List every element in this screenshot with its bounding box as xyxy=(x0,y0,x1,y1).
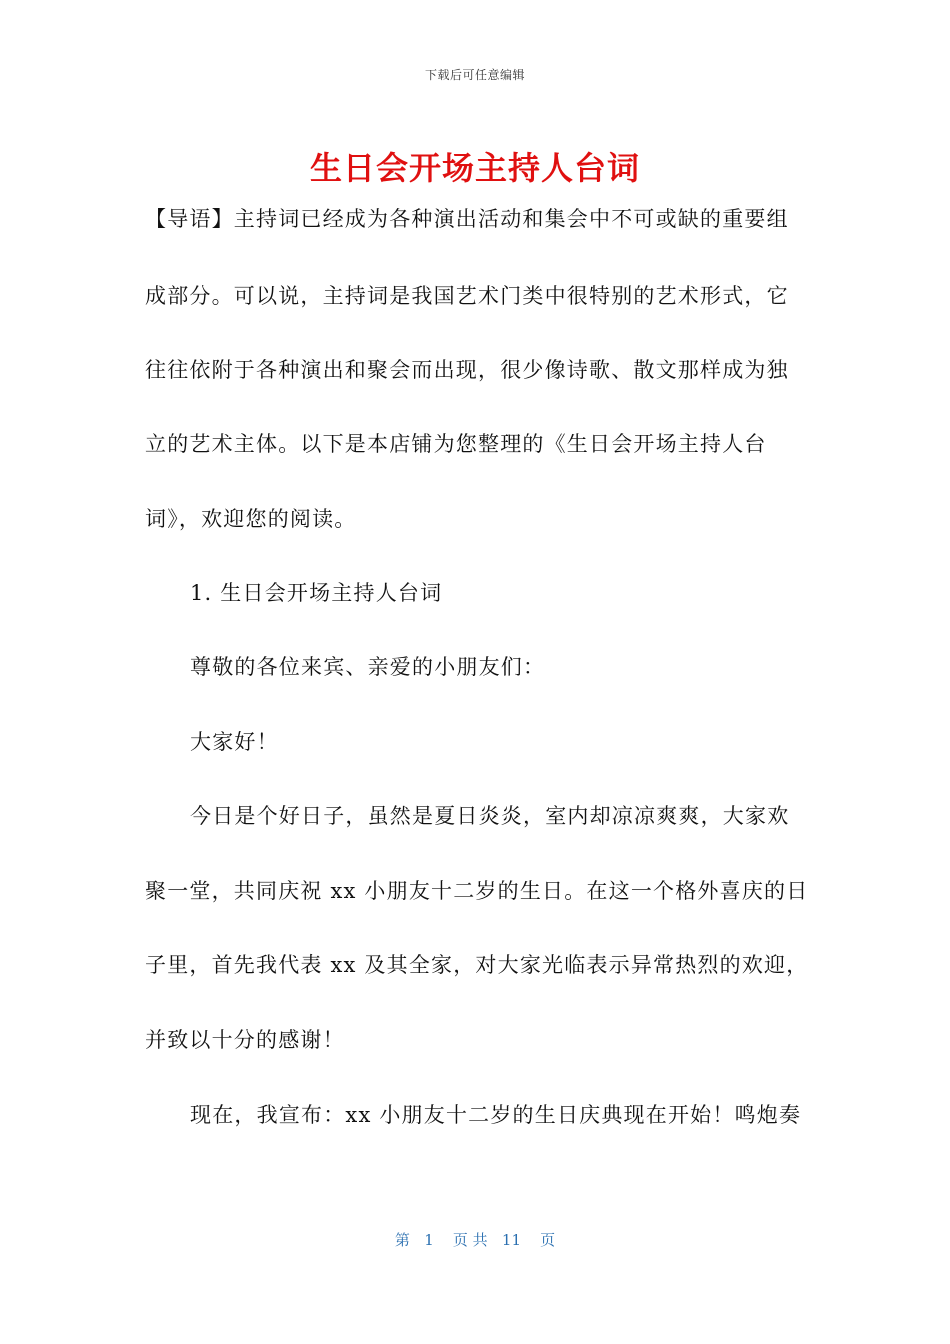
body-line-11: 子里，首先我代表 xx 及其全家，对大家光临表示异常热烈的欢迎， xyxy=(145,953,809,977)
body-line-greeting: 大家好！ xyxy=(190,730,279,754)
body-line-13: 现在，我宣布：xx 小朋友十二岁的生日庆典现在开始！鸣炮奏 xyxy=(190,1103,802,1127)
body-line-1: 【导语】主持词已经成为各种演出活动和集会中不可或缺的重要组 xyxy=(145,207,789,231)
body-line-12: 并致以十分的感谢！ xyxy=(145,1028,345,1052)
body-line-salutation: 尊敬的各位来宾、亲爱的小朋友们： xyxy=(190,655,546,679)
body-line-5: 词》，欢迎您的阅读。 xyxy=(145,507,357,531)
body-line-9: 今日是个好日子，虽然是夏日炎炎，室内却凉凉爽爽，大家欢 xyxy=(190,804,790,828)
body-line-10: 聚一堂，共同庆祝 xx 小朋友十二岁的生日。在这一个格外喜庆的日 xyxy=(145,879,809,903)
document-title: 生日会开场主持人台词 xyxy=(309,149,640,187)
section-heading: 1. 生日会开场主持人台词 xyxy=(190,581,443,605)
header-note: 下载后可任意编辑 xyxy=(424,68,525,82)
body-line-3: 往往依附于各种演出和聚会而出现，很少像诗歌、散文那样成为独 xyxy=(145,358,789,382)
body-line-4: 立的艺术主体。以下是本店铺为您整理的《生日会开场主持人台 xyxy=(145,432,767,456)
page-footer: 第 1 页 共 11 页 xyxy=(394,1231,556,1249)
body-line-2: 成部分。可以说，主持词是我国艺术门类中很特别的艺术形式，它 xyxy=(145,284,789,308)
